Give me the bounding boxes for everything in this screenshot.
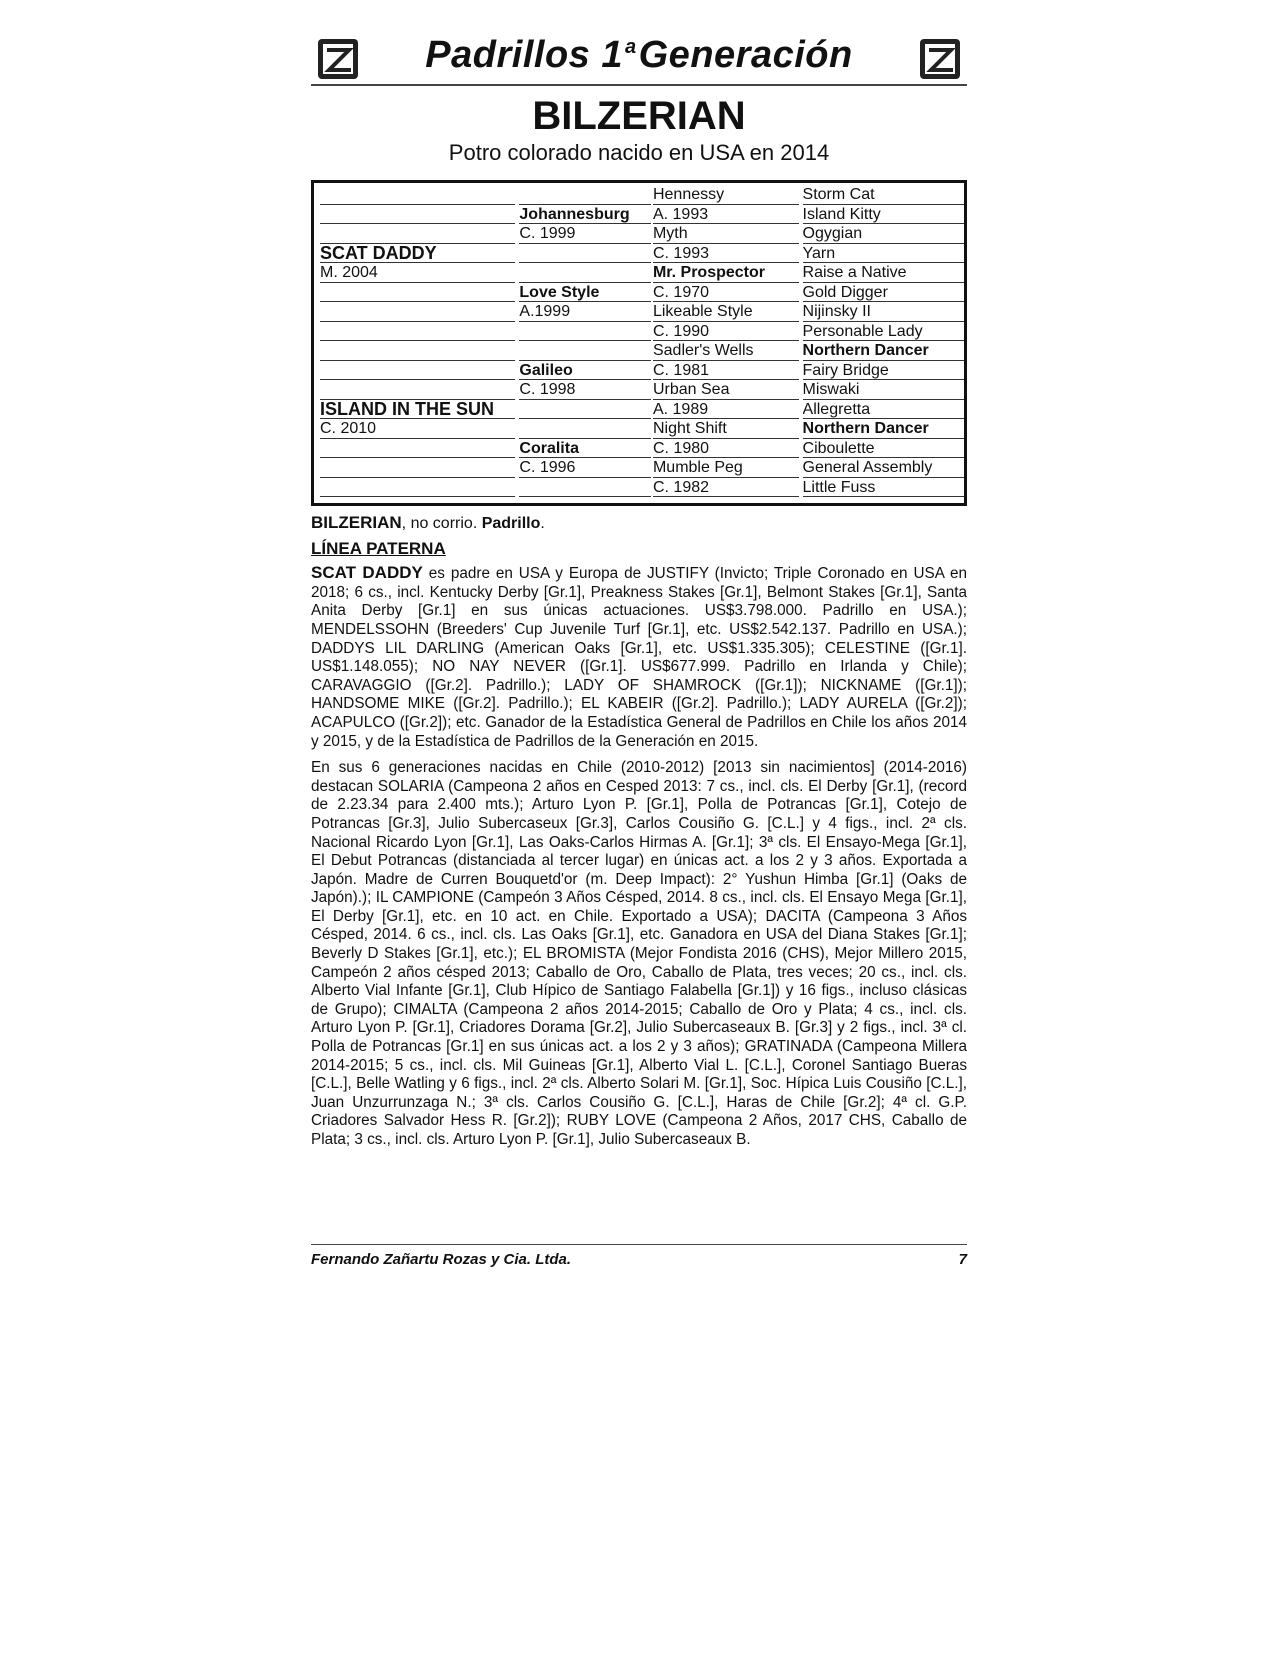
pedigree-row bbox=[320, 341, 964, 361]
pedigree-cell: Northern Dancer bbox=[803, 419, 964, 439]
pedigree-row bbox=[320, 458, 964, 478]
horse-subtitle: Potro colorado nacido en USA en 2014 bbox=[448, 140, 830, 165]
pedigree-cell: Nijinsky II bbox=[803, 302, 964, 322]
pedigree-cell bbox=[320, 205, 515, 225]
pedigree-cell: Miswaki bbox=[803, 380, 964, 400]
pedigree-cell: C. 1993 bbox=[653, 244, 799, 264]
pedigree-cell: C. 1982 bbox=[653, 478, 799, 498]
horse-name: BILZERIAN bbox=[532, 94, 746, 138]
pedigree-cell: Raise a Native bbox=[803, 263, 964, 283]
pedigree-cell: Johannesburg bbox=[519, 205, 651, 225]
pedigree-cell: Allegretta bbox=[803, 400, 964, 420]
pedigree-cell bbox=[320, 322, 515, 342]
pedigree-cell bbox=[519, 244, 651, 264]
pedigree-row bbox=[320, 205, 964, 225]
page-title: Padrillos 1 $^a$Generación bbox=[425, 34, 853, 76]
page-header bbox=[311, 34, 967, 86]
pedigree-cell bbox=[519, 263, 651, 283]
pedigree-cell bbox=[320, 302, 515, 322]
pedigree-cell: Urban Sea bbox=[653, 380, 799, 400]
pedigree-cell: Love Style bbox=[519, 283, 651, 303]
pedigree-cell: Northern Dancer bbox=[803, 341, 964, 361]
pedigree-cell: C. 2010 bbox=[320, 419, 515, 439]
paragraph-sire: SCAT DADDY es padre en USA y Europa de JUSTIFY (Invicto; Triple Coronado en USA en 2018; 6 cs., incl. Kentucky Derby [Gr.1], Preakness Stakes [Gr.1], Belmont Stakes [Gr.1], Santa Anita Derby [Gr.1] en sus únicas actuaciones. US$3.798.000. Padrillo en USA.); MENDELSSOHN (Breeders' Cup Juvenile Turf [Gr.1], etc. US$2.542.137. Padrillo en USA.); DADDYS LIL DARLING (American Oaks [Gr.1], etc. US$1.335.305); CELESTINE ([Gr.1]. US$1.148.055); NO NAY NEVER ([Gr.1]. US$677.999. Padrillo en Irlanda y Chile); CARAVAGGIO ([Gr.2]. Padrillo.); LADY OF SHAMROCK ([Gr.1]); NICKNAME ([Gr.1]); HANDSOME MIKE ([Gr.2]. Padrillo.); EL KABEIR ([Gr.2]. Padrillo.); LADY AURELA ([Gr.2]); ACAPULCO ([Gr.2]); etc. Ganador de la Estadística General de Padrillos en Chile los años 2014 y 2015, y de la Estadística de Padrillos de la Generación en 2015. bbox=[311, 563, 967, 750]
pedigree-cell bbox=[320, 478, 515, 498]
pedigree-cell bbox=[320, 185, 515, 205]
pedigree-row bbox=[320, 361, 964, 381]
pedigree-cell bbox=[320, 224, 515, 244]
pedigree-row bbox=[320, 302, 964, 322]
pedigree-cell: Night Shift bbox=[653, 419, 799, 439]
pedigree-cell: Ogygian bbox=[803, 224, 964, 244]
pedigree-cell: Gold Digger bbox=[803, 283, 964, 303]
pedigree-cell bbox=[320, 341, 515, 361]
pedigree-row bbox=[320, 419, 964, 439]
pedigree-cell: Fairy Bridge bbox=[803, 361, 964, 381]
pedigree-cell: Sadler's Wells bbox=[653, 341, 799, 361]
pedigree-cell bbox=[320, 380, 515, 400]
pedigree-cell bbox=[320, 361, 515, 381]
pedigree-cell: Mr. Prospector bbox=[653, 263, 799, 283]
pedigree-cell: Ciboulette bbox=[803, 439, 964, 459]
pedigree-cell: SCAT DADDY bbox=[320, 244, 515, 264]
pedigree-cell bbox=[519, 322, 651, 342]
pedigree-cell: Mumble Peg bbox=[653, 458, 799, 478]
pedigree-cell: Likeable Style bbox=[653, 302, 799, 322]
page-footer bbox=[311, 1244, 967, 1268]
pedigree-cell bbox=[320, 458, 515, 478]
page-number: 7 bbox=[958, 1251, 967, 1268]
pedigree-cell: A.1999 bbox=[519, 302, 651, 322]
pedigree-cell bbox=[519, 185, 651, 205]
section-title: LÍNEA PATERNA bbox=[311, 538, 446, 558]
pedigree-row bbox=[320, 439, 964, 459]
pedigree-cell bbox=[519, 400, 651, 420]
pedigree-cell bbox=[320, 283, 515, 303]
pedigree-cell: Personable Lady bbox=[803, 322, 964, 342]
pedigree-cell: Little Fuss bbox=[803, 478, 964, 498]
body-text bbox=[311, 514, 967, 1150]
pedigree-row bbox=[320, 478, 964, 498]
page bbox=[311, 34, 967, 1158]
pedigree-cell: A. 1989 bbox=[653, 400, 799, 420]
pedigree-row bbox=[320, 185, 964, 205]
pedigree-table bbox=[311, 180, 967, 506]
pedigree-cell: C. 1970 bbox=[653, 283, 799, 303]
pedigree-row bbox=[320, 400, 964, 420]
pedigree-cell: ISLAND IN THE SUN bbox=[320, 400, 515, 420]
pedigree-cell: General Assembly bbox=[803, 458, 964, 478]
pedigree-cell: C. 1981 bbox=[653, 361, 799, 381]
pedigree-cell: Myth bbox=[653, 224, 799, 244]
pedigree-row bbox=[320, 380, 964, 400]
pedigree-row bbox=[320, 244, 964, 264]
pedigree-cell: Coralita bbox=[519, 439, 651, 459]
pedigree-cell bbox=[519, 419, 651, 439]
pedigree-row bbox=[320, 224, 964, 244]
pedigree-cell: M. 2004 bbox=[320, 263, 515, 283]
pedigree-cell bbox=[519, 341, 651, 361]
footer-company: Fernando Zañartu Rozas y Cia. Ltda. bbox=[311, 1251, 572, 1268]
pedigree-cell: C. 1999 bbox=[519, 224, 651, 244]
pedigree-row bbox=[320, 283, 964, 303]
paragraph-progeny: En sus 6 generaciones nacidas en Chile (2010-2012) [2013 sin nacimientos] (2014-2016) destacan SOLARIA (Campeona 2 años en Cesped 2013: 7 cs., incl. cls. El Derby [Gr.1], (record de 2.23.34 para 2.400 mts.); Arturo Lyon P. [Gr.1], Polla de Potrancas [Gr.1], Cotejo de Potrancas [Gr.3], Julio Subercaseux [Gr.3], Carlos Cousiño G. [C.L.] y 4 figs., incl. 2ª cls. Nacional Ricardo Lyon [Gr.1], Las Oaks-Carlos Hirmas A. [Gr.1]; 3ª cls. El Ensayo-Mega [Gr.1], El Debut Potrancas (distanciada al tercer lugar) en únicas act. a los 2 y 3 años. Exportada a Japón. Madre de Curren Bouquetd'or (m. Deep Impact): 2° Yushun Himba [Gr.1] (Oaks de Japón).); IL CAMPIONE (Campeón 3 Años Césped, 2014. 8 cs., incl. cls. El Ensayo Mega [Gr.1], El Derby [Gr.1], etc. en 10 act. en Chile. Exportado a USA); DACITA (Campeona 3 Años Césped, 2014. 6 cs., incl. cls. Las Oaks [Gr.1], etc. Ganadora en USA del Diana Stakes [Gr.1]; Beverly D Stakes [Gr.1], etc.); EL BROMISTA (Mejor Fondista 2016 (CHS), Mejor Millero 2015, Campeón 2 años césped 2013; Caballo de Oro, Caballo de Plata, tres veces; 20 cs., incl. cls. Alberto Vial Infante [Gr.1], Club Hípico de Santiago Falabella [Gr.1]) y 16 figs., incluso clásicas de Grupo); CIMALTA (Campeona 2 años 2014-2015; Caballo de Oro y Plata; 4 cs., incl. cls. Arturo Lyon P. [Gr.1], Criadores Dorama [Gr.2], Julio Subercaseaux B. [Gr.3] y 2 figs., incl. 3ª cl. Polla de Potrancas [Gr.1] en sus únicas act. a los 2 y 3 años); GRATINADA (Campeona Millera 2014-2015; 5 cs., incl. cls. Mil Guineas [Gr.1], Alberto Vial L. [C.L.], Coronel Santiago Bueras [C.L.], Belle Watling y 6 figs., incl. 2ª cls. Alberto Solari M. [Gr.1], Soc. Hípica Luis Cousiño [C.L.], Juan Unzurrunzaga N.; 3ª cls. Carlos Cousiño G. [C.L.], Haras de Chile [Gr.2]; 4ª cl. G.P. Criadores Salvador Hess R. [Gr.2]); RUBY LOVE (Campeona 2 Años, 2017 CHS, Caballo de Plata; 3 cs., incl. cls. Arturo Lyon P. [Gr.1], Julio Subercaseaux B. bbox=[311, 759, 967, 1148]
logo-icon bbox=[917, 36, 963, 82]
pedigree-cell bbox=[519, 478, 651, 498]
pedigree-cell: C. 1996 bbox=[519, 458, 651, 478]
pedigree-cell: C. 1990 bbox=[653, 322, 799, 342]
pedigree-cell: Hennessy bbox=[653, 185, 799, 205]
pedigree-cell: Island Kitty bbox=[803, 205, 964, 225]
pedigree-cell bbox=[320, 439, 515, 459]
pedigree-row bbox=[320, 263, 964, 283]
intro-line: BILZERIAN, no corrio. Padrillo. bbox=[311, 513, 545, 532]
pedigree-cell: A. 1993 bbox=[653, 205, 799, 225]
pedigree-cell: C. 1980 bbox=[653, 439, 799, 459]
pedigree-cell: Storm Cat bbox=[803, 185, 964, 205]
pedigree-row bbox=[320, 322, 964, 342]
pedigree-cell: Yarn bbox=[803, 244, 964, 264]
pedigree-cell: C. 1998 bbox=[519, 380, 651, 400]
pedigree-cell: Galileo bbox=[519, 361, 651, 381]
